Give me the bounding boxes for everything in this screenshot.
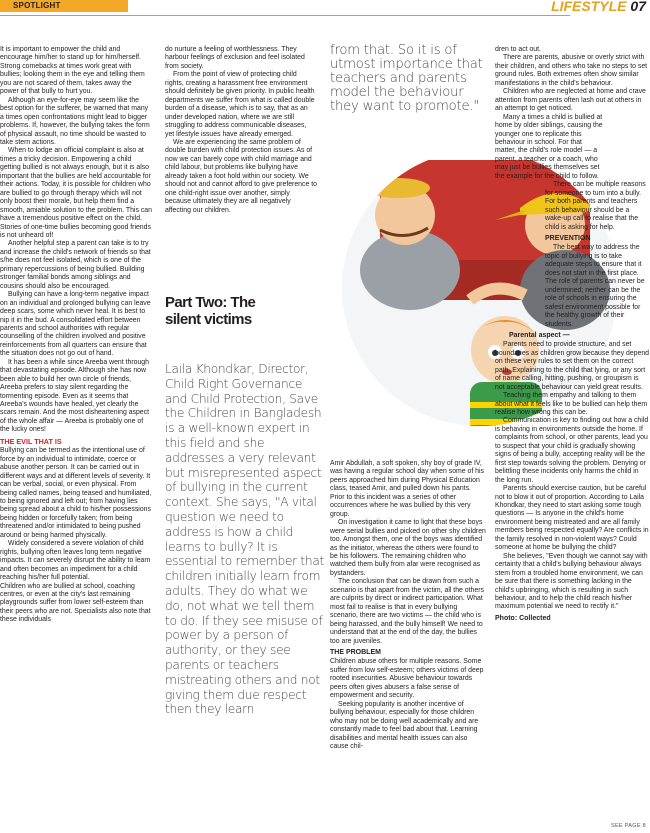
paragraph: dren to act out. <box>495 46 541 53</box>
paragraph: Another helpful step a parent can take is to try and increase the child's network of friends so that s/he does not feel isolated, which is one of the primary repercussions of being bullied. Building stronger familial bonds among siblings and cousins should also be encouraged. <box>0 240 151 290</box>
paragraph: Bullying can be termed as the intentional use of force by an individual to intimidate, coerce or abuse another person. It can be carried out in different ways and at different levels of severity. It can be verbal, social, or even physical. From being called names, being teased and humiliated, to being ignored and left out; from having lies being spread about a child to his/her possessions being hidden or forcefully taken; from being threatened and/or intimidated to being pushed around or being harmed physically. <box>0 447 152 539</box>
paragraph: Widely considered a severe violation of child rights, bullying often leaves long term negative impacts. It can severely disrupt the ability to learn and often becomes an impediment for a child reaching his/her full potential. <box>0 540 151 582</box>
paragraph: On investigation it came to light that these boys were serial bullies and picked on other shy children too. Amongst them, one of the boys was identified as the initiator, whereas the others were found to be his followers. The remaining children who watched them bully from afar were recognised as bystanders. <box>330 519 486 577</box>
paragraph: Many a times a child is bullied at home by older siblings, causing the younger one to replicate this behaviour in school. For that matter, the child's role model — a parent, a teacher or a coach, who may just be bullies themselves set the example for the child to follow. <box>495 113 603 180</box>
page-header <box>0 0 650 18</box>
article-column-4 <box>495 46 649 624</box>
article-column-2 <box>165 46 317 215</box>
section-heading: Parental aspect — <box>509 331 570 339</box>
article-column-1 <box>0 46 152 625</box>
paragraph: It has been a while since Areeba went through that devastating episode. Although she has now been able to build her own circle of friends, Areeba prefers to stay silent regarding the tormenting episode. Even as it seems that Areeba's wounds have healed, yet clearly the scars remain. And the most disheartening aspect of the whole affair — Areeba is probably one of the lucky ones! <box>0 358 149 434</box>
paragraph: do nurture a feeling of worthlessness. They harbour feelings of exclusion and feel isolated from society. <box>165 46 305 70</box>
continued-note: SEE PAGE 8 <box>611 823 646 829</box>
paragraph: Teaching them empathy and talking to them about what it feels like to be bullied can help them realise how wrong this can be. <box>495 392 648 417</box>
section-heading: THE EVIL THAT IS <box>0 436 62 446</box>
paragraph: Children who are bullied at school, coaching centres, or even at the city's last remaining playgrounds suffer from lower self-esteem than their peers who are not. Specialists also note that these individuals <box>0 582 151 624</box>
part-two-title: Part Two: The silent victims <box>165 294 256 328</box>
paragraph: There can be multiple reasons for someone to turn into a bully. For both parents and teachers such behaviour should be a wake-up call to realise that the child is asking for help. <box>545 181 646 231</box>
paragraph: Parents should exercise caution, but be careful not to blow it out of proportion. According to Laila Khondkar, they need to start asking some tough questions — Is anyone in the child's home environment being mistreated and are all family members being respected equally? Are conflicts in the family resolved in non-violent ways? Could someone at home be bullying the child? <box>495 485 649 552</box>
section-label: SPOTLIGHT <box>13 1 61 10</box>
paragraph: Amir Abdullah, a soft spoken, shy boy of grade IV, was having a regular school day when some of his peers approached him during Physical Education class, teased Amir, and pulled down his pants. Prior to this incident was a series of other occurrences where he was bullied by this very group. <box>330 460 484 518</box>
part-two-lead: Laila Khondkar, Director, Child Right Governance and Child Protection, Save the Children in Bangladesh is a well-known expert in this field and she addresses a very relevant but misrepresented aspect of bullying in the current context. She says, "A vital question we need to address is how a child learns to bully? It is essential to remember that children initially learn from adults. They do what we do, not what we tell them to do. If they see misuse of power by a person of authority, or they see parents or teachers mistreating others and not giving them due respect then they learn <box>165 362 324 717</box>
paragraph: Children who are neglected at home and crave attention from parents often lash out at others in an attempt to get noticed. <box>495 88 646 113</box>
brand-life: LIFE <box>551 0 582 14</box>
section-tag <box>0 0 128 12</box>
paragraph: Communication is key to finding out how a child is behaving in environments outside the home. If complaints from school, or other parents, lead you to suspect that your child is gradually showing signs of being a bully, accepting reality will be the first step towards solving the problem. Denying or belittling these incidents only harms the child in the long run. <box>495 417 649 484</box>
paragraph: There are parents, abusive or overly strict with their children, and others who take no steps to set ground rules. Both extremes often show similar manifestations in the child's behaviour. <box>495 54 648 87</box>
masthead <box>551 0 646 14</box>
paragraph: We are experiencing the same problem of double burden with child protection issues. As of now we can barely cope with child marriage and child labour, but problems like bullying have already taken a foot hold within our society. We should not and cannot afford to give preference to one child-right issue over another, simply because ultimately they are all negatively affecting our children. <box>165 138 317 214</box>
paragraph: Seeking popularity is another incentive of bullying behaviour, especially for those children who may not be doing well academically and are constantly made to feel bad about that. Learning disabilities and mental health issues can also cause chil- <box>330 700 479 750</box>
paragraph: Parents need to provide structure, and set boundaries as children grow because they depend on these very rules to set them on the correct path. Explaining to the child that lying, or any sort of name calling, hitting, pushing, or groupism is not acceptable behaviour can yield great results. <box>495 341 649 391</box>
paragraph: She believes, "Even though we cannot say with certainty that a child's bullying behaviour always stem from a troubled home environment, we can be sure that there is something lacking in the child's upbringing, which is resulting in such behaviour, and to help the child reach his/her maximum potential we need to rectify it." <box>495 552 648 611</box>
paragraph: It is important to empower the child and encourage him/her to stand up for him/herself. Strong comebacks at times work great with bullies; looking them in the eye and telling them you are not scared of them, takes away the power of that bully to hurt you. <box>0 46 145 96</box>
page-number: 07 <box>630 0 646 14</box>
section-heading: PREVENTION <box>545 234 591 242</box>
article-column-3 <box>330 460 486 751</box>
paragraph: The conclusion that can be drawn from such a scenario is that apart from the victim, all the others are culprits by direct or indirect participation. What most fail to realise is that in every bullying scenario, there are two victims — the child who is being harassed, and the bully himself! We need to understand that at the end of the day, the bullies too are juveniles. <box>330 578 484 645</box>
header-rule <box>0 15 570 16</box>
paragraph: The best way to address the topic of bullying is to take adequate steps to ensure that it does not start in the first place. The role of parents can never be undermined; neither can be the role of schools in ensuring the safest environment possible for the healthy growth of their students. <box>545 244 645 328</box>
paragraph: Although an eye-for-eye may seem like the best option for the sufferer, be warned that many a times open confrontations might lead to bigger problems. If, however, the bullying takes the form of physical assault, no time should be wasted to take stern actions. <box>0 96 150 146</box>
brand-style: STYLE <box>581 0 627 14</box>
paragraph: Bullying can have a long-term negative impact on an individual and prolonged bullying can leave deep scars, some which never heal. It is best to nip it in the bud. A consolidated effort between parents and school authorities with regular counselling of the children involved and positive reinforcements from all quarters can ensure that the situation does not go out of hand. <box>0 291 151 358</box>
photo-credit: Photo: Collected <box>495 614 551 622</box>
section-heading: THE PROBLEM <box>330 648 381 656</box>
paragraph: Children abuse others for multiple reasons. Some suffer from low self-esteem; others victims of deep rooted insecurities. Abusive behaviour towards peers often gives abusers a false sense of empowerment and security. <box>330 658 484 700</box>
paragraph: When to lodge an official complaint is also at times a tricky decision. Empowering a child getting bullied is not always enough, but it is also important that the bullies are held accountable for their actions. Today, it is possible for children who are bullied to go through therapy which will not only boost their morale, but help them find a smooth, amiable solution to the problem. This can have a tremendous positive effect on the child. Stories of one-time bullies becoming good friends is not unheard of! <box>0 147 152 239</box>
pull-quote: from that. So it is of utmost importance that teachers and parents model the behaviour they want to promote." <box>330 43 483 114</box>
paragraph: From the point of view of protecting child rights, creating a harassment free environment should definitely be given priority. In public health departments we suffer from what is called double burden of a disease, which is to say, that as an under developed nation, where we are still struggling to address communicable diseases, yet lifestyle issues have already emerged. <box>165 71 315 138</box>
